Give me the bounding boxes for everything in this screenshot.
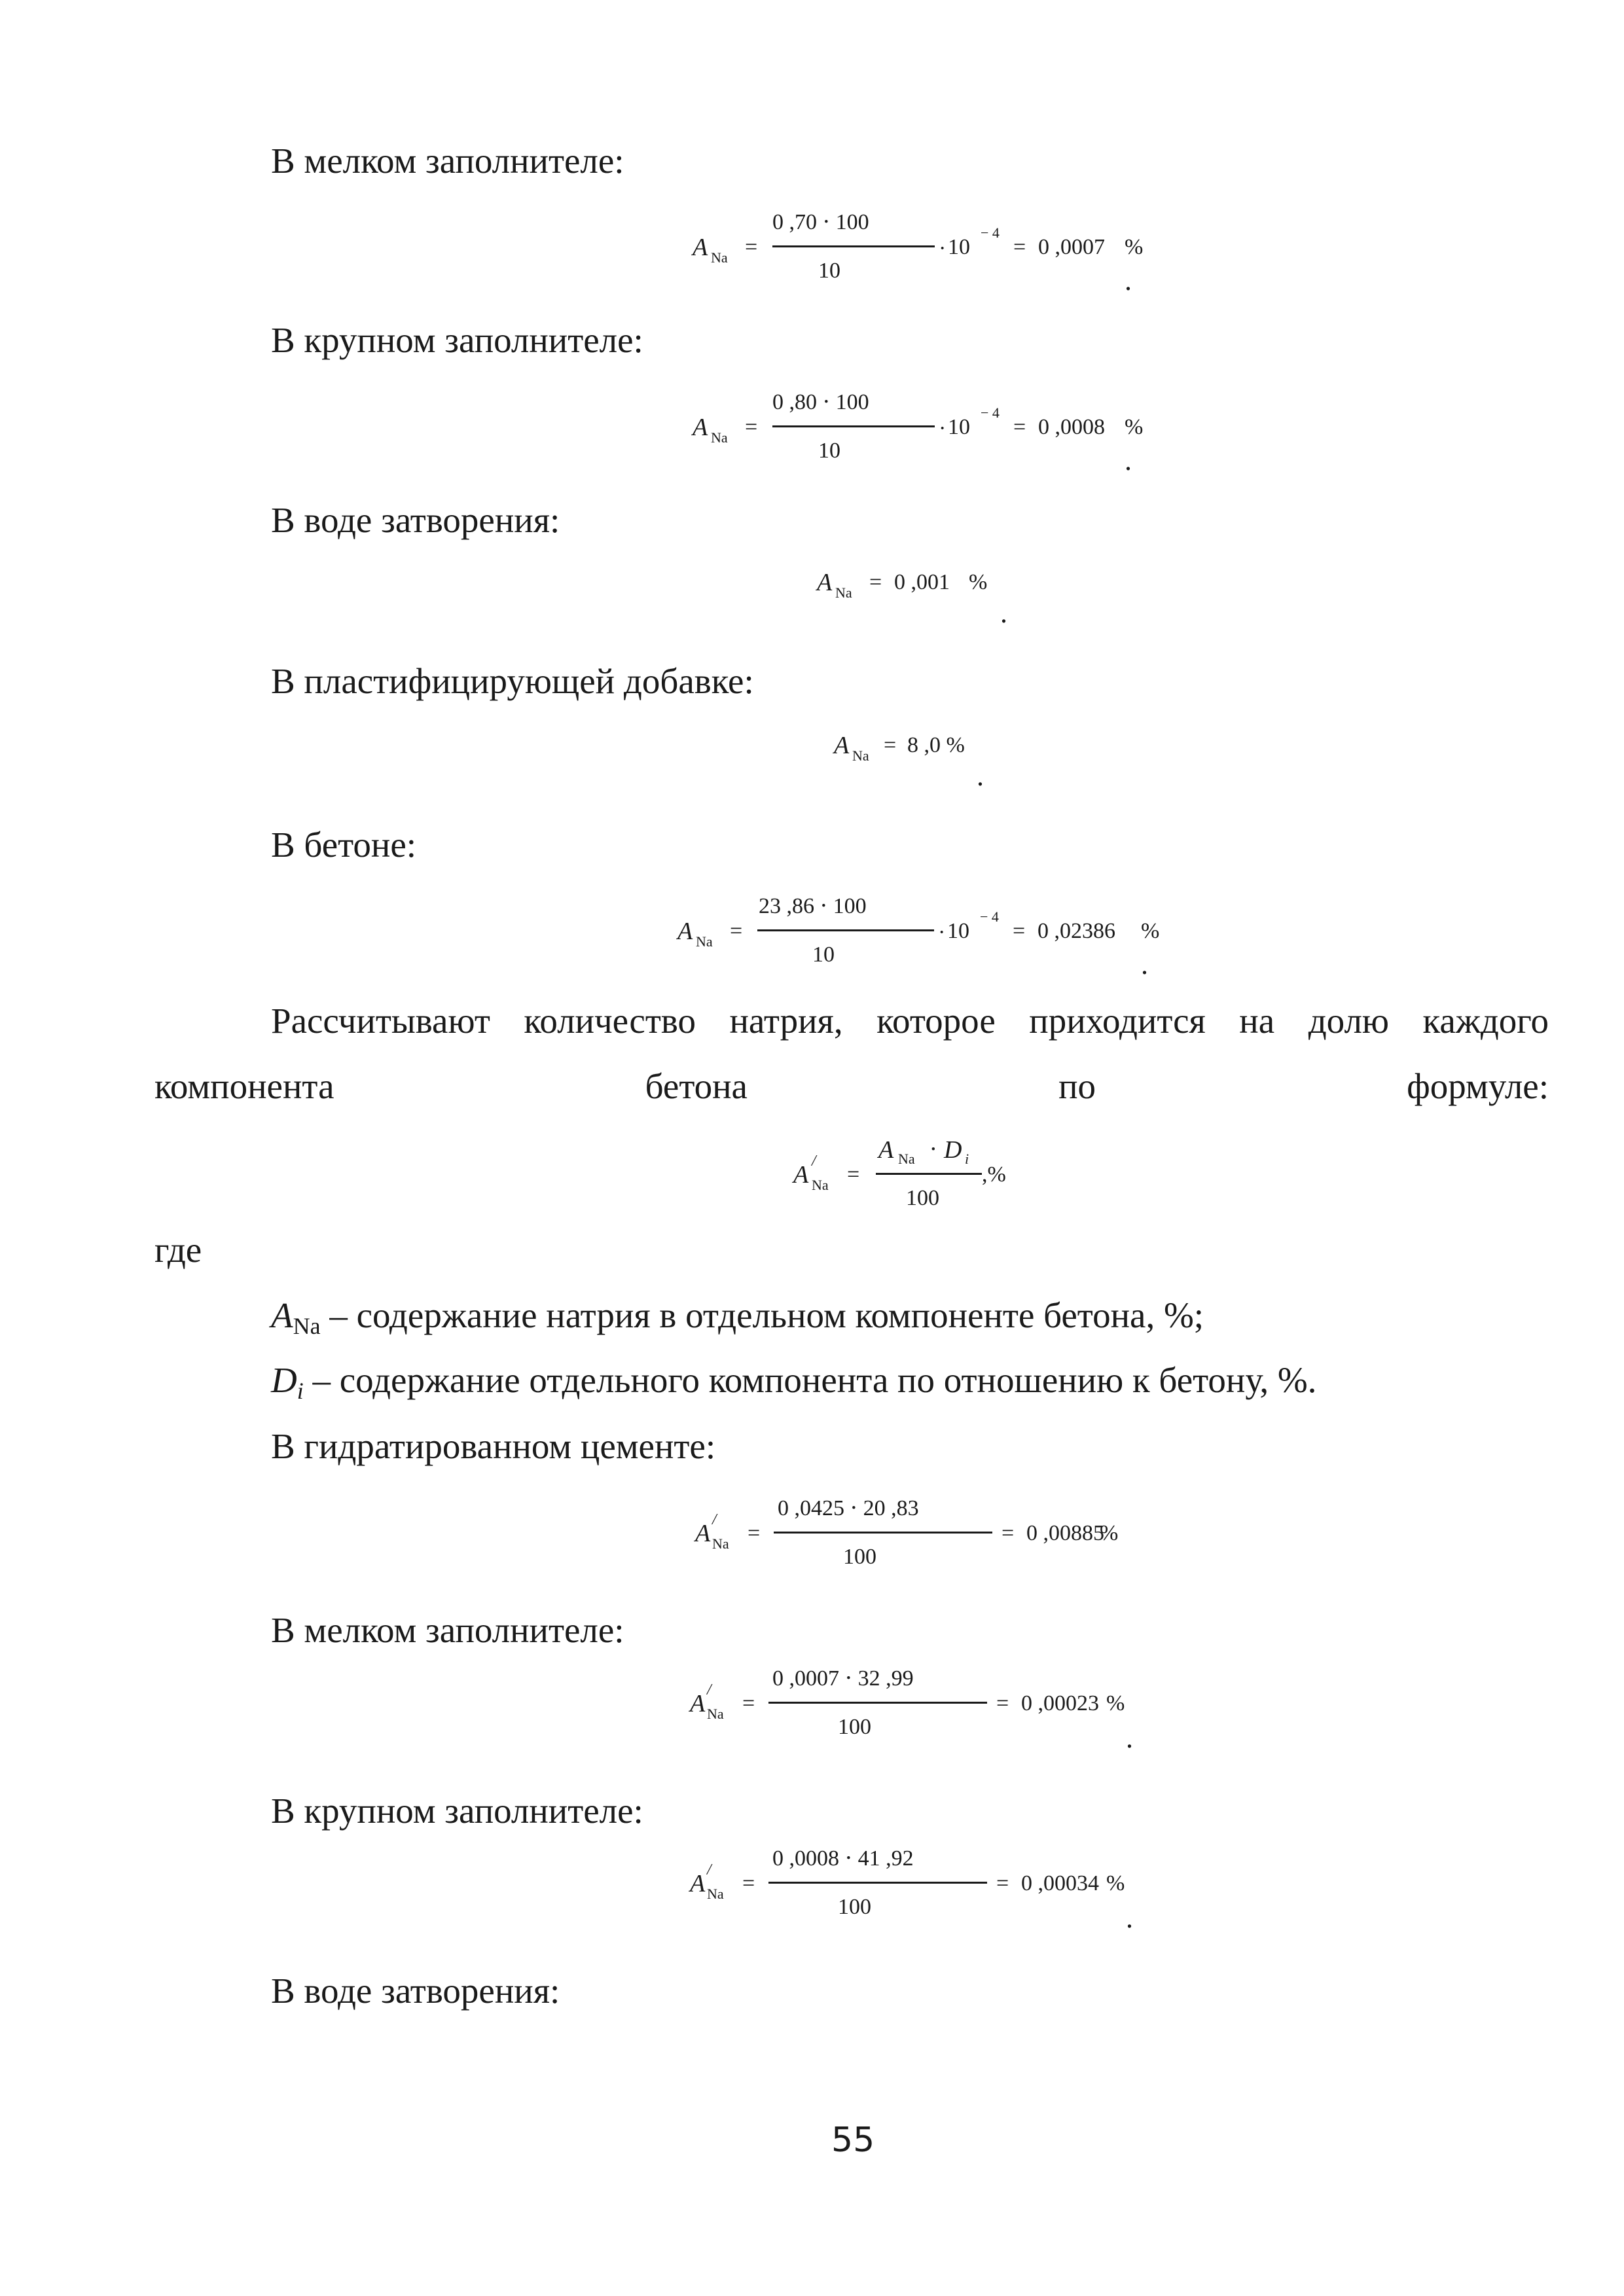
- result-value: 0 ,001: [894, 570, 950, 594]
- subscript-na: Na: [712, 1535, 729, 1552]
- subscript-i: i: [965, 1151, 969, 1167]
- subscript-na: Na: [707, 1886, 724, 1902]
- where-label: где: [154, 1230, 202, 1270]
- period: .: [1126, 1902, 1133, 1934]
- prime-mark: /: [707, 1861, 712, 1878]
- symbol-a: A: [878, 1136, 894, 1164]
- symbol-a: A: [690, 1690, 706, 1717]
- page-number: 55: [831, 2121, 875, 2160]
- equation-concrete: [677, 890, 1175, 980]
- heading-fine-aggregate: В мелком заполнителе:: [271, 141, 624, 181]
- period: .: [1000, 597, 1007, 629]
- equals-sign: =: [1013, 919, 1026, 943]
- equals-sign: =: [996, 1871, 1009, 1895]
- symbol-d: D: [271, 1360, 297, 1400]
- equation-fine-aggregate-2: [690, 1662, 1148, 1754]
- unit: %: [1125, 235, 1144, 259]
- multiply-sign: ·: [938, 920, 946, 944]
- result-value: 8 ,0 %: [907, 733, 965, 757]
- subscript-na: Na: [835, 584, 852, 601]
- fraction-bar: [774, 1532, 992, 1534]
- unit: %: [1106, 1691, 1125, 1715]
- definition-a-na: [271, 1297, 1204, 1338]
- equals-sign: =: [748, 1521, 761, 1545]
- prime-mark: /: [707, 1681, 712, 1698]
- denominator: 100: [843, 1545, 876, 1569]
- numerator: 0 ,70 ⋅ 100: [772, 210, 869, 234]
- body-paragraph: [154, 988, 1549, 1119]
- denominator: 10: [812, 942, 835, 967]
- result-value: 0 ,00023: [1021, 1691, 1099, 1715]
- symbol-a: A: [677, 918, 693, 945]
- heading-plasticizer: В пластифицирующей добавке:: [271, 661, 754, 701]
- fraction-bar: [768, 1702, 987, 1704]
- subscript-na: Na: [711, 249, 728, 266]
- symbol-a: A: [695, 1520, 711, 1547]
- denominator: 100: [906, 1186, 939, 1210]
- equals-sign: =: [1013, 415, 1026, 439]
- symbol-a: A: [690, 1870, 706, 1897]
- denominator: 10: [818, 259, 840, 283]
- result-value: 0 ,00034: [1021, 1871, 1099, 1895]
- fraction-bar: [757, 929, 934, 931]
- unit: %: [1100, 1521, 1119, 1545]
- fraction-bar: [876, 1173, 982, 1175]
- equals-sign: =: [742, 1871, 755, 1895]
- heading-coarse-aggregate-2: В крупном заполнителе:: [271, 1791, 643, 1831]
- period: .: [1125, 444, 1132, 476]
- equation-fine-aggregate: [693, 206, 1151, 296]
- numerator: 0 ,80 ⋅ 100: [772, 390, 869, 414]
- fraction-bar: [772, 245, 935, 247]
- multiply-sign: ·: [939, 236, 947, 260]
- equals-sign: =: [745, 415, 758, 439]
- unit: %: [1125, 415, 1144, 439]
- equals-sign: =: [884, 733, 897, 757]
- symbol-a: A: [834, 732, 850, 759]
- result-value: 0 ,0007: [1038, 235, 1105, 259]
- denominator: 100: [838, 1715, 871, 1739]
- symbol-a: A: [817, 569, 833, 596]
- heading-coarse-aggregate: В крупном заполнителе:: [271, 320, 643, 360]
- definition-d-i: [271, 1362, 1316, 1403]
- heading-fine-aggregate-2: В мелком заполнителе:: [271, 1610, 624, 1650]
- numerator: 0 ,0007 ⋅ 32 ,99: [772, 1666, 914, 1691]
- power-base: 10: [948, 415, 970, 439]
- numerator: 23 ,86 ⋅ 100: [759, 894, 867, 918]
- symbol-a: A: [693, 414, 708, 441]
- exponent: − 4: [981, 224, 1000, 241]
- result-value: 0 ,0008: [1038, 415, 1105, 439]
- symbol-a: A: [271, 1295, 293, 1335]
- multiply-sign: ·: [939, 416, 947, 440]
- equals-sign: =: [745, 235, 758, 259]
- equals-sign: =: [730, 919, 743, 943]
- symbol-d: D: [944, 1136, 962, 1164]
- denominator: 100: [838, 1895, 871, 1919]
- definition-text: – содержание отдельного компонента по отношению к бетону, %.: [303, 1360, 1317, 1400]
- symbol-a: A: [793, 1161, 809, 1189]
- equals-sign: =: [1001, 1521, 1015, 1545]
- paragraph-text: Рассчитывают количество натрия, которое приходится на долю каждого компонента бетона по формуле:: [154, 1001, 1549, 1106]
- equation-coarse-aggregate: [693, 386, 1151, 476]
- equals-sign: =: [869, 570, 882, 594]
- symbol-a: A: [693, 234, 708, 261]
- result-value: 0 ,00885: [1026, 1521, 1104, 1545]
- subscript-na: Na: [696, 933, 713, 950]
- subscript-i: i: [297, 1378, 304, 1404]
- unit: ,%: [982, 1162, 1006, 1187]
- equals-sign: =: [1013, 235, 1026, 259]
- subscript-na: Na: [707, 1706, 724, 1722]
- equation-hydrated-cement: [695, 1492, 1127, 1571]
- heading-concrete: В бетоне:: [271, 825, 417, 865]
- fraction-bar: [772, 425, 935, 427]
- fraction-bar: [768, 1882, 987, 1884]
- exponent: − 4: [980, 908, 999, 925]
- period: .: [1141, 948, 1148, 980]
- heading-hydrated-cement: В гидратированном цементе:: [271, 1426, 716, 1466]
- equals-sign: =: [742, 1691, 755, 1715]
- unit: %: [1106, 1871, 1125, 1895]
- definition-text: – содержание натрия в отдельном компоненте бетона, %;: [320, 1295, 1204, 1335]
- subscript-na: Na: [293, 1313, 321, 1339]
- period: .: [1125, 264, 1132, 296]
- equation-plasticizer: [834, 728, 1004, 793]
- equation-mixing-water: [817, 566, 1026, 632]
- subscript-na: Na: [898, 1151, 915, 1167]
- numerator: 0 ,0008 ⋅ 41 ,92: [772, 1846, 914, 1871]
- period: .: [977, 760, 984, 792]
- period: .: [1126, 1722, 1133, 1754]
- heading-mixing-water: В воде затворения:: [271, 500, 560, 540]
- equation-coarse-aggregate-2: [690, 1842, 1148, 1934]
- prime-mark: /: [712, 1511, 717, 1528]
- power-base: 10: [947, 919, 969, 943]
- equals-sign: =: [996, 1691, 1009, 1715]
- subscript-na: Na: [852, 747, 869, 764]
- unit: %: [969, 570, 988, 594]
- prime-mark: /: [812, 1153, 816, 1170]
- heading-mixing-water-2: В воде затворения:: [271, 1971, 560, 2011]
- multiply-sign: ⋅: [929, 1138, 937, 1162]
- numerator: 0 ,0425 ⋅ 20 ,83: [778, 1496, 919, 1520]
- power-base: 10: [948, 235, 970, 259]
- subscript-na: Na: [711, 429, 728, 446]
- result-value: 0 ,02386: [1038, 919, 1115, 943]
- equals-sign: =: [847, 1162, 860, 1187]
- subscript-na: Na: [812, 1177, 829, 1193]
- denominator: 10: [818, 439, 840, 463]
- equation-general-formula: [793, 1134, 1029, 1219]
- exponent: − 4: [981, 404, 1000, 421]
- unit: %: [1141, 919, 1160, 943]
